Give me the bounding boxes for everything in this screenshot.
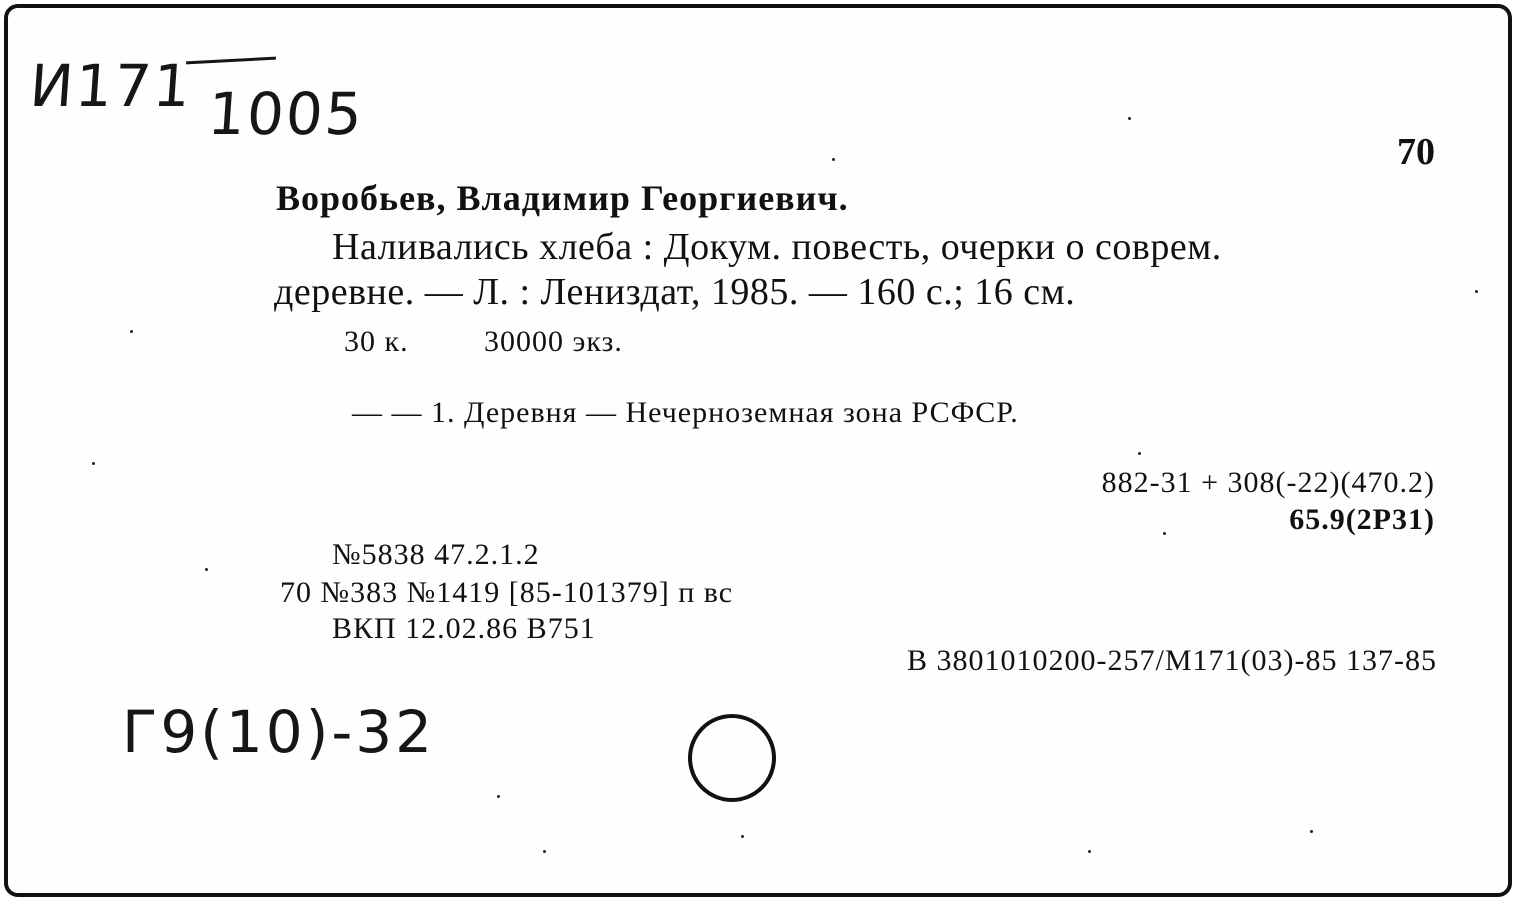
speck: [543, 850, 546, 853]
accession-line-1: №5838 47.2.1.2: [332, 538, 540, 571]
print-run: 30000 экз.: [484, 325, 623, 358]
handwritten-bottom-note: Г9(10)-32: [122, 698, 436, 766]
classification-index-2: 65.9(2Р31): [1289, 503, 1435, 536]
title-statement: Наливались хлеба : Докум. повесть, очерки о соврем.: [332, 226, 1222, 268]
classification-index-1: 882-31 + 308(-22)(470.2): [1101, 466, 1435, 499]
corner-number: 70: [1397, 131, 1435, 173]
price: 30 к.: [344, 325, 409, 358]
speck: [497, 795, 500, 798]
speck: [1138, 452, 1141, 455]
publication-statement: деревне. — Л. : Лениздат, 1985. — 160 с.; 16 см.: [274, 271, 1076, 313]
speck: [130, 330, 133, 333]
speck: [1310, 830, 1313, 833]
subject-heading: — — 1. Деревня — Нечерноземная зона РСФСР.: [352, 396, 1019, 429]
speck: [741, 835, 744, 838]
speck: [832, 158, 835, 161]
speck: [1163, 532, 1166, 535]
speck: [1088, 850, 1091, 853]
accession-line-3: ВКП 12.02.86 В751: [332, 612, 596, 645]
publisher-code-line: В 3801010200-257/М171(03)-85 137-85: [907, 644, 1437, 677]
speck: [92, 462, 95, 465]
card-punch-hole: [688, 714, 776, 802]
accession-line-2: 70 №383 №1419 [85-101379] п вс: [280, 576, 734, 609]
speck: [1475, 290, 1478, 293]
speck: [205, 568, 208, 571]
handwritten-shelf-mark-denominator: 1005: [205, 80, 367, 148]
speck: [1128, 117, 1131, 120]
author-heading: Воробьев, Владимир Георгиевич.: [276, 178, 849, 218]
handwritten-shelf-mark: И171 1005: [27, 52, 367, 148]
